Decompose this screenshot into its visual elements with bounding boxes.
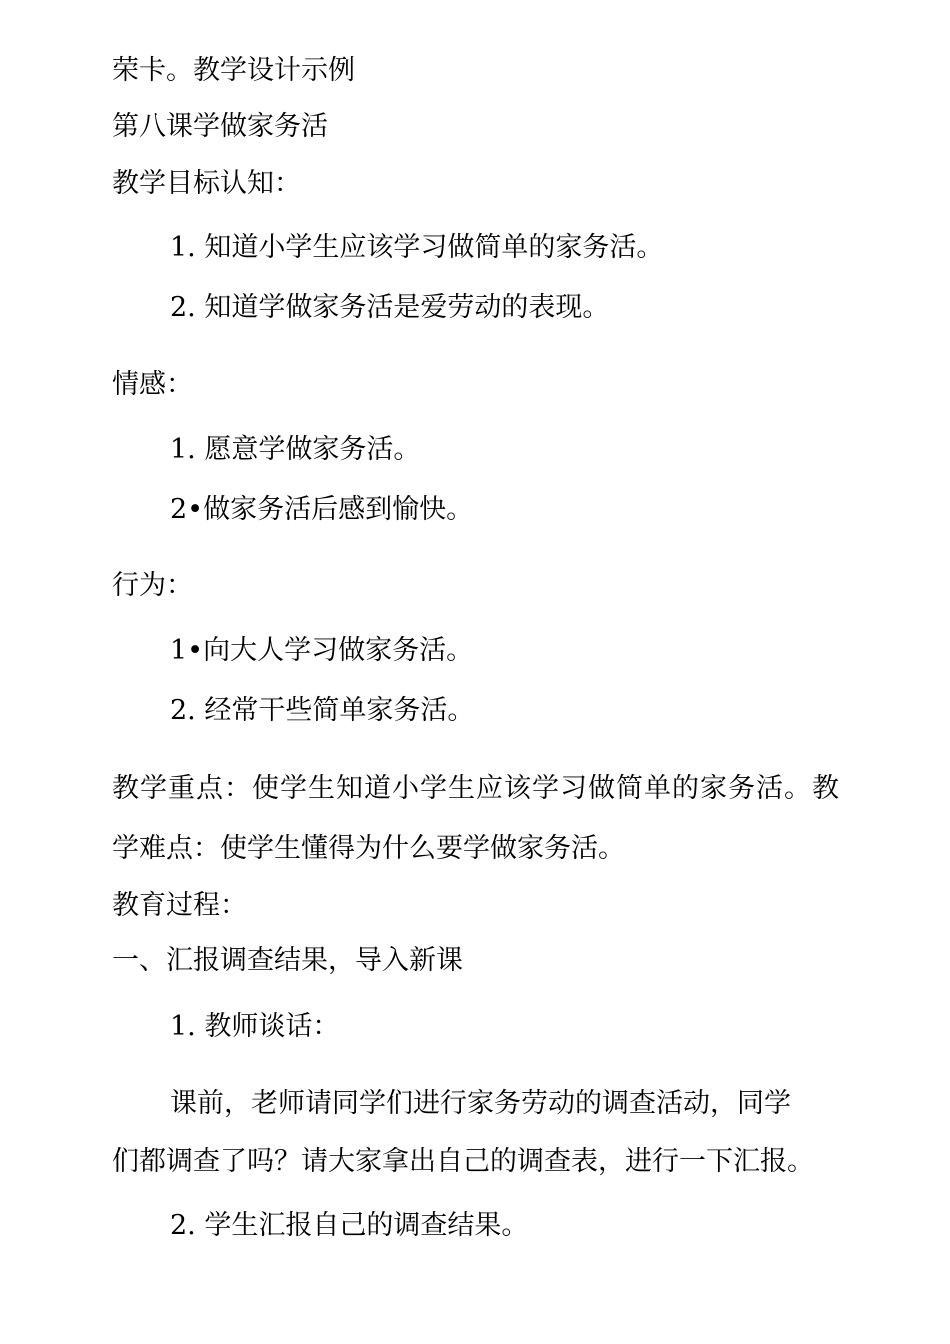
list-item: 1. 教师谈话： bbox=[170, 1011, 340, 1042]
document-header-line: 荣卡。教学设计示例 bbox=[112, 55, 355, 86]
paragraph-line: 课前，老师请同学们进行家务劳动的调查活动，同学 bbox=[170, 1088, 791, 1119]
paragraph-line: 教学重点：使学生知道小学生应该学习做简单的家务活。教 bbox=[112, 773, 840, 804]
section-heading-process: 教育过程： bbox=[112, 890, 247, 921]
paragraph-line: 学难点：使学生懂得为什么要学做家务活。 bbox=[112, 833, 625, 864]
section-heading-behavior: 行为： bbox=[112, 570, 193, 601]
list-item: 1. 愿意学做家务活。 bbox=[170, 434, 421, 465]
section-heading-step-one: 一、汇报调查结果，导入新课 bbox=[112, 945, 463, 976]
paragraph-line: 们都调查了吗？请大家拿出自己的调查表，进行一下汇报。 bbox=[112, 1146, 814, 1177]
list-item: 2. 知道学做家务活是爱劳动的表现。 bbox=[170, 292, 610, 323]
list-item: 2. 学生汇报自己的调查结果。 bbox=[170, 1210, 529, 1241]
section-heading-emotion: 情感： bbox=[112, 369, 193, 400]
section-heading-objectives-cognition: 教学目标认知： bbox=[112, 168, 301, 199]
list-item: 1. 知道小学生应该学习做简单的家务活。 bbox=[170, 232, 664, 263]
lesson-title: 第八课学做家务活 bbox=[112, 111, 328, 142]
list-item: 2•做家务活后感到愉快。 bbox=[170, 494, 474, 525]
list-item: 1•向大人学习做家务活。 bbox=[170, 635, 474, 666]
list-item: 2. 经常干些简单家务活。 bbox=[170, 695, 475, 726]
